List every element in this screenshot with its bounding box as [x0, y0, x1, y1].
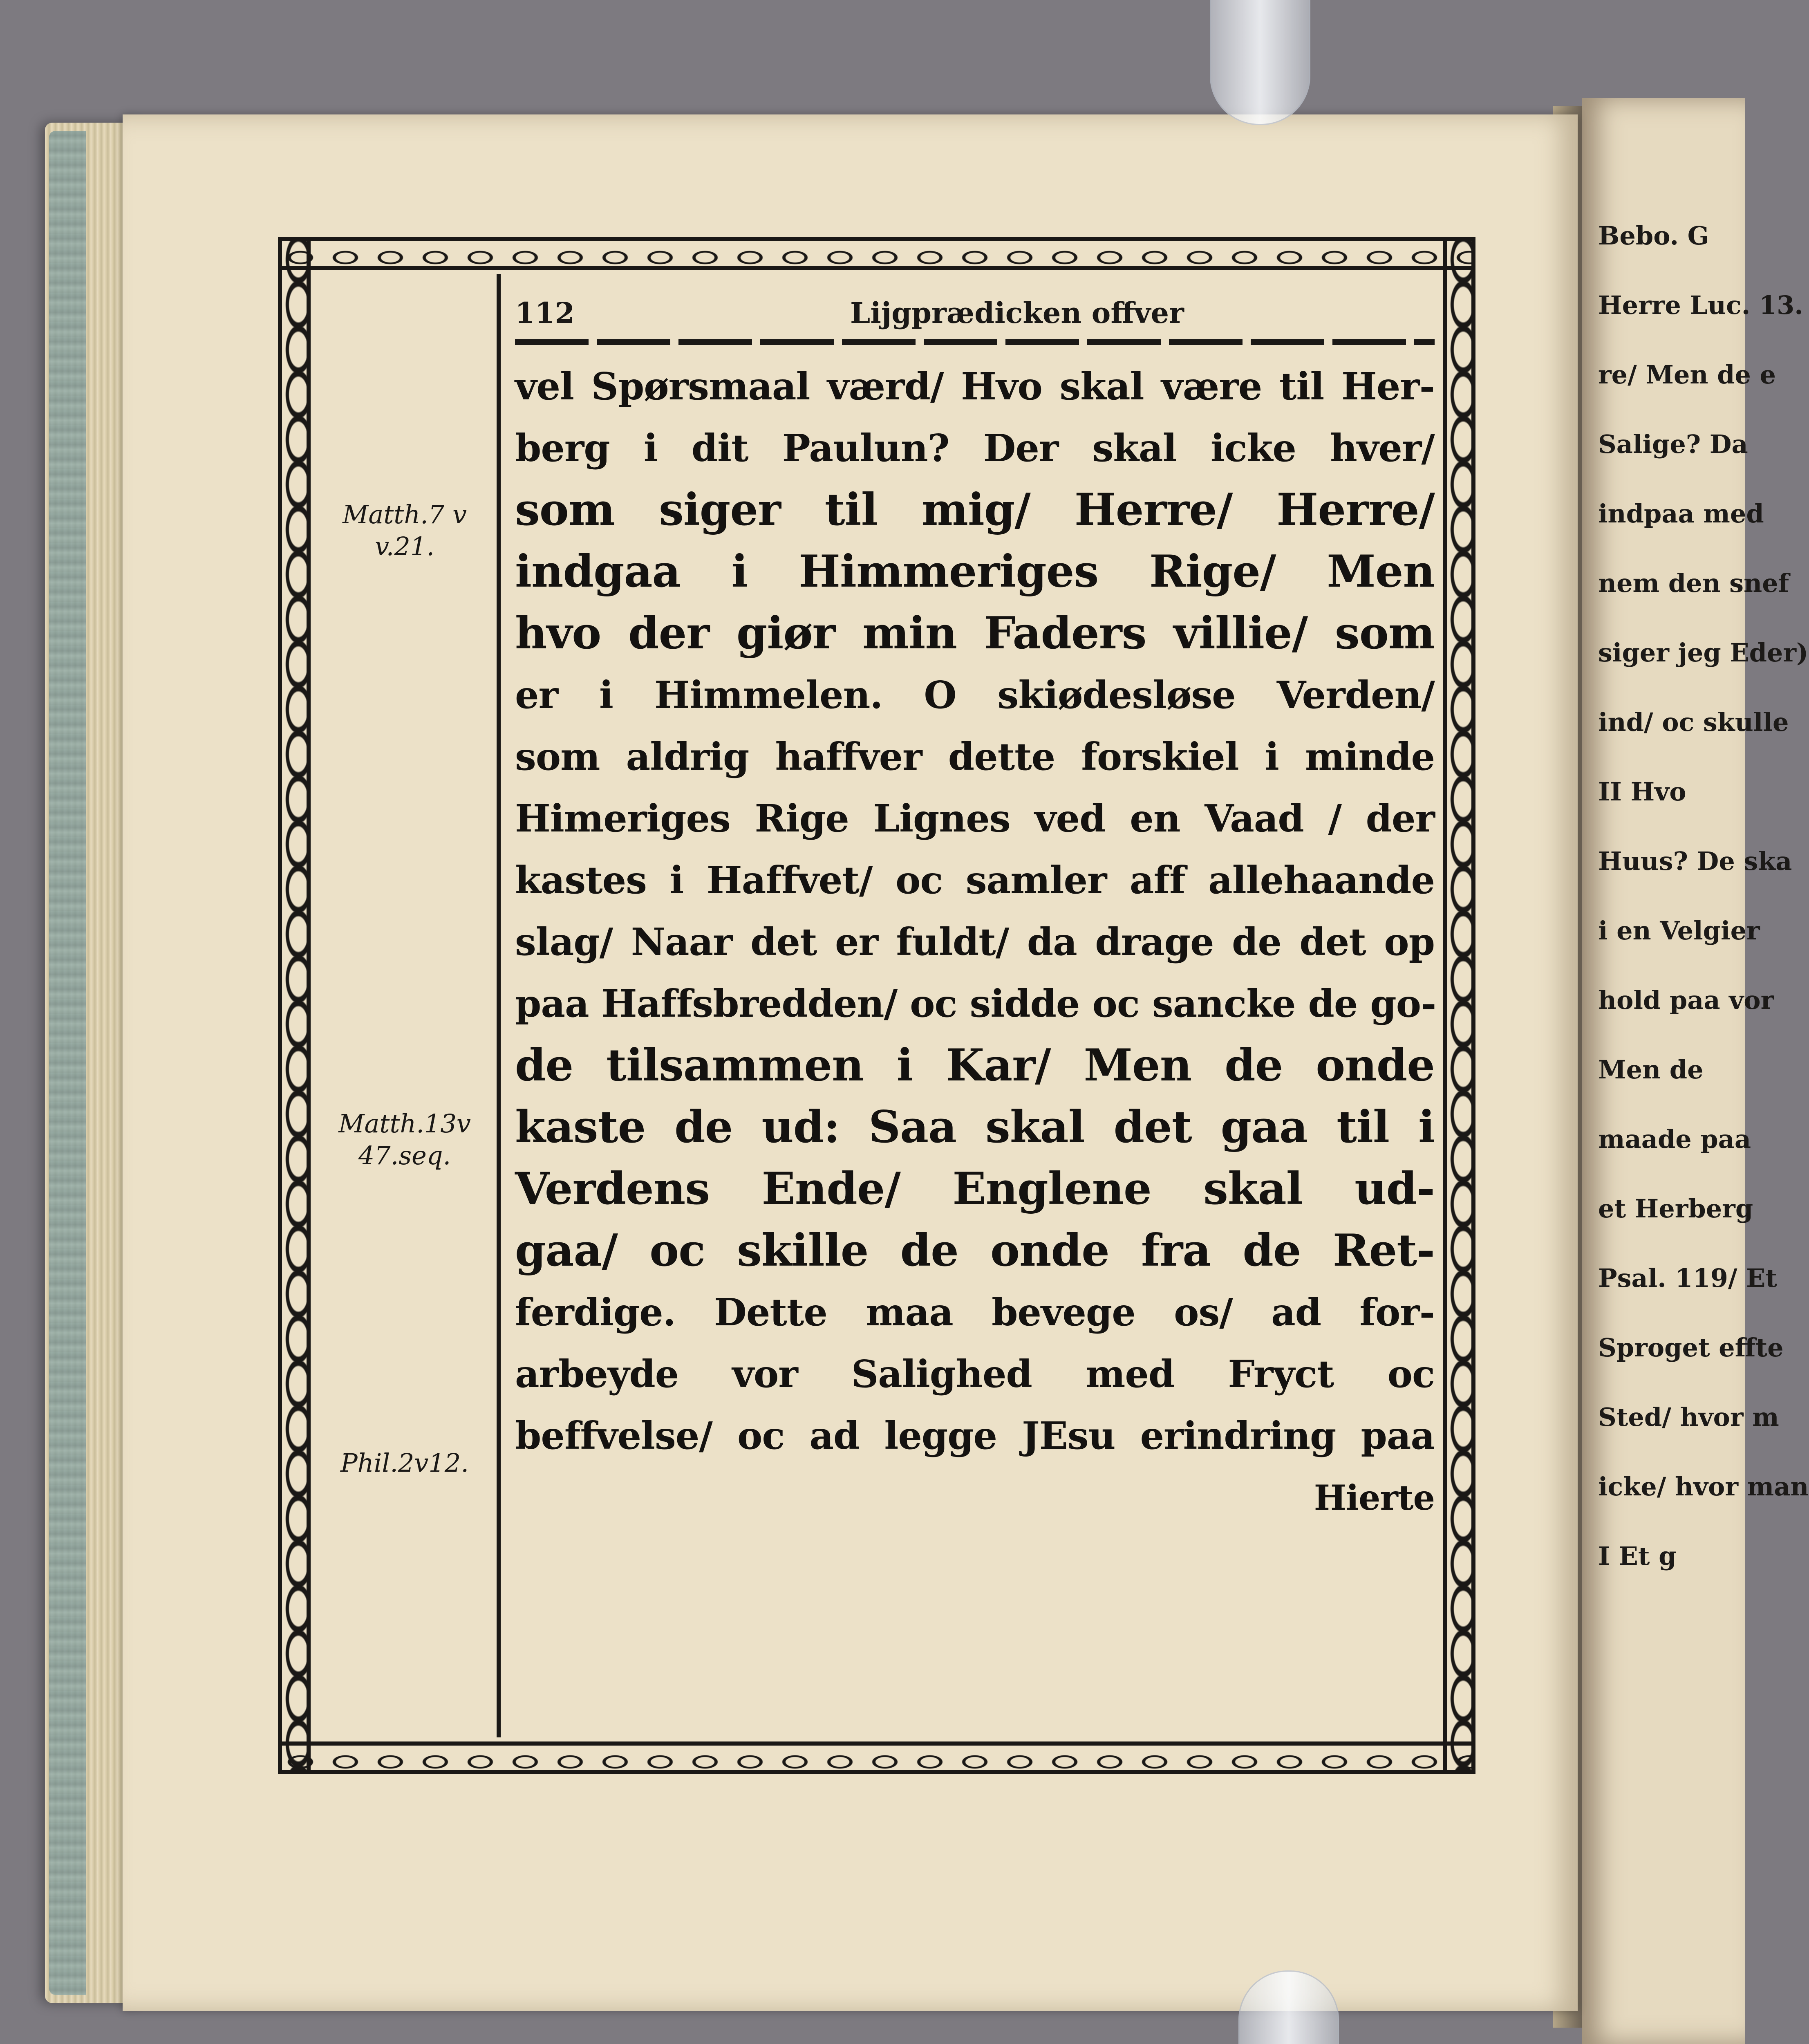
text-line: arbeyde vor Salighed med Fryct oc: [515, 1352, 1435, 1396]
facing-page-fragment: icke/ hvor man: [1598, 1472, 1809, 1502]
catchword: Hierte: [1314, 1477, 1435, 1518]
facing-page-fragment: nem den snef: [1598, 568, 1789, 598]
header-rule: [515, 339, 1435, 345]
text-line: de tilsammen i Kar/ Men de onde: [515, 1040, 1435, 1091]
facing-page-fragment: Sproget effte: [1598, 1333, 1784, 1363]
facing-page-fragment: Psal. 119/ Et: [1598, 1263, 1777, 1293]
ornamental-frame: [278, 237, 1475, 1774]
text-line: som aldrig haffver dette forskiel i minde: [515, 735, 1435, 779]
text-line: hvo der giør min Faders villie/ som: [515, 607, 1435, 659]
margin-note: [315, 1447, 495, 1479]
text-line: indgaa i Himmeriges Rige/ Men: [515, 546, 1435, 597]
facing-page-fragment: siger jeg Eder): [1598, 638, 1809, 668]
margin-note: [315, 1108, 495, 1172]
page-edge-marbling: [49, 131, 86, 1995]
running-title: Lijgprædicken offver: [850, 296, 1184, 330]
margin-column-rule: [497, 274, 501, 1737]
facing-page-fragment: re/ Men de e: [1598, 360, 1776, 390]
facing-page-fragment: Salige? Da: [1598, 429, 1748, 459]
margin-note-line: Matth.13v: [338, 1109, 471, 1139]
text-line: berg i dit Paulun? Der skal icke hver/: [515, 426, 1435, 470]
margin-note-line: Phil.2v12.: [340, 1448, 469, 1478]
facing-page-fragment: Sted/ hvor m: [1598, 1402, 1779, 1432]
text-line: paa Haffsbredden/ oc sidde oc sancke de go-: [515, 982, 1436, 1026]
facing-page-fragment: Bebo. G: [1598, 221, 1709, 251]
facing-page-fragment: i en Velgier: [1598, 916, 1760, 946]
text-line: Himeriges Rige Lignes ved en Vaad / der: [515, 796, 1435, 840]
margin-note-line: 47.seq.: [358, 1141, 451, 1170]
facing-page-fragment: hold paa vor: [1598, 985, 1774, 1015]
text-line: vel Spørsmaal værd/ Hvo skal være til Her-: [515, 364, 1435, 408]
text-line: kastes i Haffvet/ oc samler aff allehaande: [515, 858, 1435, 902]
margin-note-line: Matth.7 v: [342, 500, 467, 529]
facing-page-fragment: maade paa: [1598, 1124, 1751, 1154]
facing-page: [1582, 98, 1809, 2044]
book-clip-top: [1210, 0, 1310, 125]
page-number: 112: [515, 296, 575, 330]
margin-note-line: v.21.: [375, 531, 434, 561]
facing-page-fragment: II Hvo: [1598, 777, 1686, 807]
frame-right-border: [1443, 237, 1475, 1774]
text-line: beffvelse/ oc ad legge JEsu erindring paa: [515, 1414, 1435, 1458]
facing-page-fragment: Herre Luc. 13.: [1598, 290, 1803, 320]
text-line: kaste de ud: Saa skal det gaa til i: [515, 1101, 1435, 1153]
facing-page-fragment: Men de: [1598, 1055, 1704, 1085]
body-text: [515, 356, 1435, 1529]
marginalia: [315, 237, 495, 1774]
text-line: slag/ Naar det er fuldt/ da drage de det op: [515, 920, 1435, 964]
facing-page-fragment: indpaa med: [1598, 499, 1764, 529]
text-line: er i Himmelen. O skiødesløse Verden/: [515, 673, 1435, 717]
margin-note: [315, 499, 495, 563]
text-line: ferdige. Dette maa bevege os/ ad for-: [515, 1290, 1435, 1334]
frame-left-border: [278, 237, 311, 1774]
text-line: gaa/ oc skille de onde fra de Ret-: [515, 1225, 1435, 1276]
facing-page-fragment: et Herberg: [1598, 1194, 1753, 1224]
running-head: [515, 290, 1435, 335]
facing-page-fragment: I Et g: [1598, 1541, 1677, 1571]
text-line: som siger til mig/ Herre/ Herre/: [515, 484, 1435, 536]
facing-page-fragment: ind/ oc skulle: [1598, 707, 1789, 737]
text-line: Verdens Ende/ Englene skal ud-: [515, 1163, 1435, 1215]
facing-page-fragment: Huus? De ska: [1598, 846, 1792, 876]
